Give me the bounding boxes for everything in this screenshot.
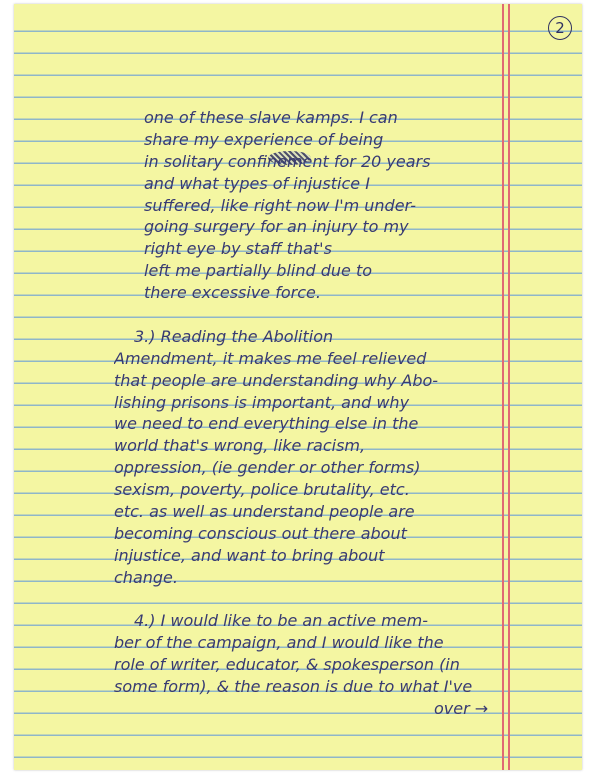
text-line: 4.) I would like to be an active mem- [134,611,428,631]
text-line [114,589,504,611]
text-line: there excessive force. [144,283,321,303]
text-line [114,304,504,326]
text-line: right eye by staff that's [144,239,332,259]
text-line: going surgery for an injury to my [144,217,409,237]
text-line: becoming conscious out there about [114,523,407,543]
text-line: we need to end everything else in the [114,414,419,434]
text-line: over → [434,699,489,719]
text-line: Amendment, it makes me feel relieved [114,348,427,368]
text-line: injustice, and want to bring about [114,545,385,565]
notebook-page [14,4,582,770]
text-line: role of writer, educator, & spokesperson (in [114,655,460,675]
text-line: ber of the campaign, and I would like the [114,633,444,653]
text-line: lishing prisons is important, and why [114,392,410,412]
page-number: 2 [548,16,572,40]
text-line: etc. as well as understand people are [114,502,415,522]
text-line: 3.) Reading the Abolition [134,326,334,346]
text-line: suffered, like right now I'm under- [144,195,417,215]
text-line: share my experience of being [144,129,384,149]
text-line: world that's wrong, like racism, [114,436,366,456]
handwritten-text [114,107,504,720]
text-line: oppression, (ie gender or other forms) [114,458,421,478]
text-line: that people are understanding why Abo- [114,370,439,390]
text-line: and what types of injustice I [144,173,370,193]
text-line: in solitary confinement for 20 years [144,151,431,171]
text-line: change. [114,567,178,587]
margin-line [508,4,510,770]
text-line: left me partially blind due to [144,261,373,281]
text-line: some form), & the reason is due to what I've [114,677,473,697]
text-line: sexism, poverty, police brutality, etc. [114,480,410,500]
text-line: one of these slave kamps. I can [144,108,398,127]
